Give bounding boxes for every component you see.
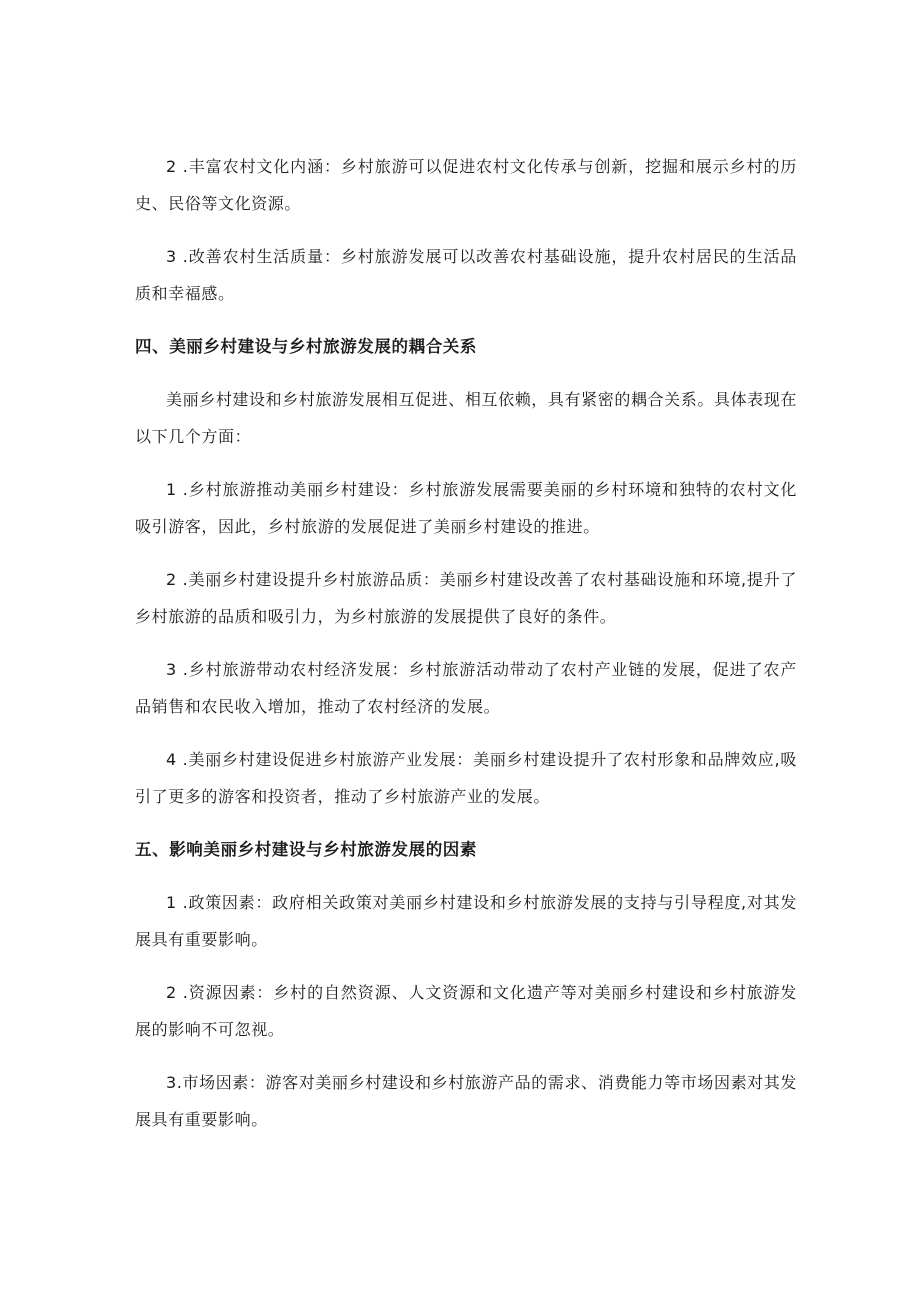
- paragraph-coupling-1: 1 .乡村旅游推动美丽乡村建设：乡村旅游发展需要美丽的乡村环境和独特的农村文化吸引游客，因此，乡村旅游的发展促进了美丽乡村建设的推进。: [135, 480, 797, 536]
- paragraph-item-3-life-quality: 3 .改善农村生活质量：乡村旅游发展可以改善农村基础设施，提升农村居民的生活品质和幸福感。: [135, 247, 797, 303]
- paragraph-item-2-culture: 2 .丰富农村文化内涵：乡村旅游可以促进农村文化传承与创新，挖掘和展示乡村的历史、民俗等文化资源。: [135, 157, 797, 213]
- paragraph-factor-resource: 2 .资源因素：乡村的自然资源、人文资源和文化遗产等对美丽乡村建设和乡村旅游发展的影响不可忽视。: [135, 983, 797, 1039]
- paragraph-factor-policy: 1 .政策因素：政府相关政策对美丽乡村建设和乡村旅游发展的支持与引导程度,对其发展具有重要影响。: [135, 893, 797, 949]
- paragraph-coupling-2: 2 .美丽乡村建设提升乡村旅游品质：美丽乡村建设改善了农村基础设施和环境,提升了乡村旅游的品质和吸引力，为乡村旅游的发展提供了良好的条件。: [135, 570, 797, 626]
- section-heading-5: 五、影响美丽乡村建设与乡村旅游发展的因素: [135, 840, 477, 859]
- paragraph-coupling-3: 3 .乡村旅游带动农村经济发展：乡村旅游活动带动了农村产业链的发展，促进了农产品销售和农民收入增加，推动了农村经济的发展。: [135, 660, 797, 716]
- document-body: [135, 148, 797, 1154]
- paragraph-coupling-4: 4 .美丽乡村建设促进乡村旅游产业发展：美丽乡村建设提升了农村形象和品牌效应,吸引了更多的游客和投资者，推动了乡村旅游产业的发展。: [135, 750, 797, 806]
- section-heading-4: 四、美丽乡村建设与乡村旅游发展的耦合关系: [135, 337, 477, 356]
- paragraph-factor-market: 3.市场因素：游客对美丽乡村建设和乡村旅游产品的需求、消费能力等市场因素对其发展具有重要影响。: [135, 1073, 797, 1129]
- paragraph-coupling-intro: 美丽乡村建设和乡村旅游发展相互促进、相互依赖，具有紧密的耦合关系。具体表现在以下几个方面：: [135, 390, 797, 446]
